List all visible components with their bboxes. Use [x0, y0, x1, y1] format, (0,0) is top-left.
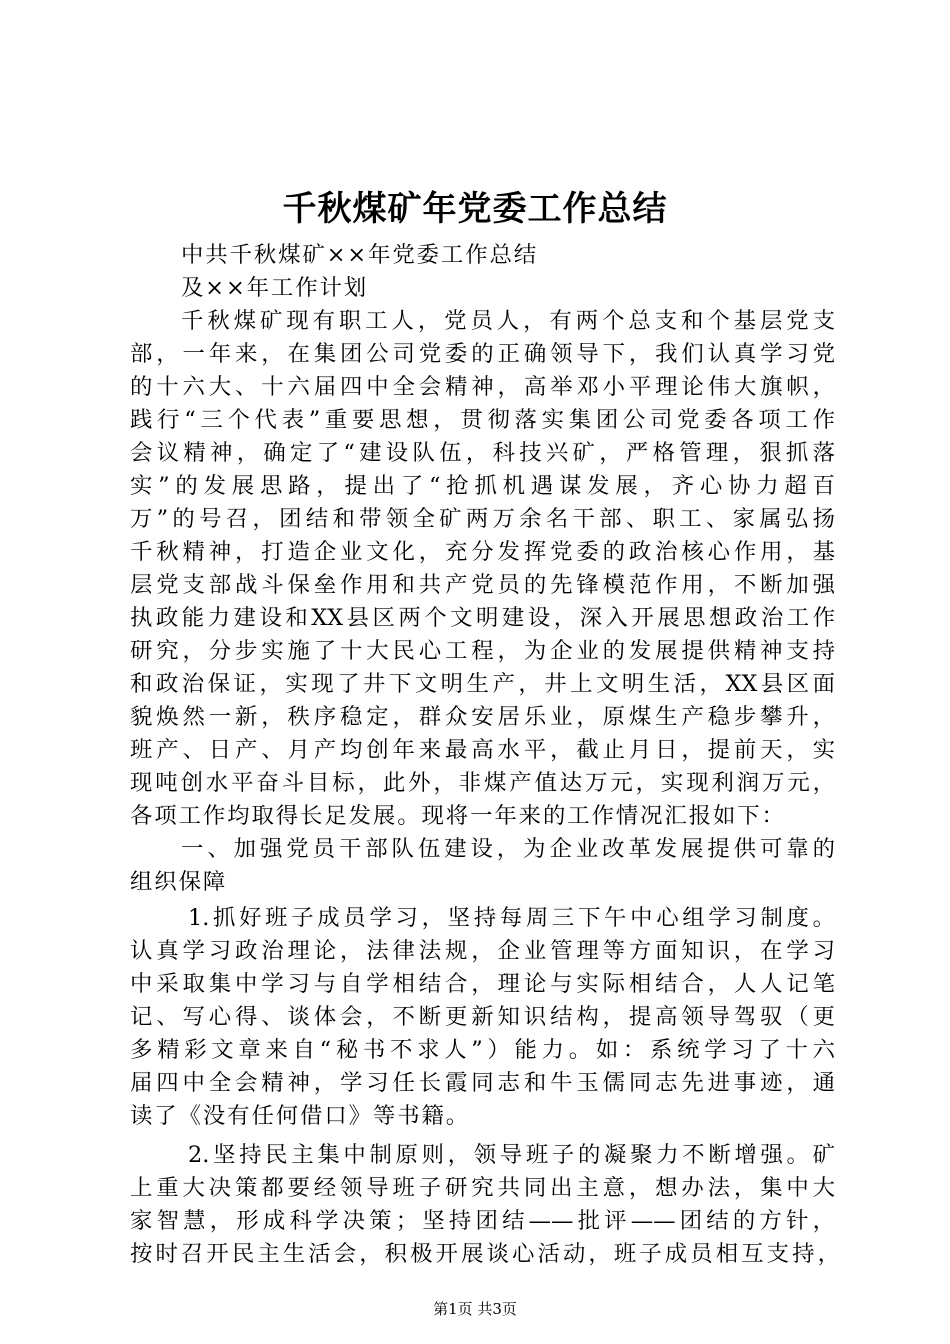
paragraph-line: 各项工作均取得长足发展。现将一年来的工作情况汇报如下： [130, 803, 786, 829]
paragraph-line: 班产、日产、月产均创年来最高水平，截止月日，提前天，实 [130, 737, 835, 763]
paragraph-line: 千秋精神，打造企业文化，充分发挥党委的政治核心作用，基 [130, 539, 835, 565]
paragraph-line: 执政能力建设和XX县区两个文明建设，深入开展思想政治工作 [130, 605, 835, 631]
paragraph-line: 貌焕然一新，秩序稳定，群众安居乐业，原煤生产稳步攀升， [130, 704, 835, 730]
paragraph-line: 研究，分步实施了十大民心工程，为企业的发展提供精神支持 [130, 638, 835, 664]
paragraph-line: 2.坚持民主集中制原则，领导班子的凝聚力不断增强。矿 [188, 1142, 835, 1168]
paragraph-line: 多精彩文章来自“秘书不求人”）能力。如：系统学习了十六 [130, 1037, 835, 1063]
paragraph-line: 按时召开民主生活会，积极开展谈心活动，班子成员相互支持， [130, 1241, 840, 1267]
paragraph-line: 万”的号召，团结和带领全矿两万余名干部、职工、家属弘扬 [130, 506, 835, 532]
paragraph-line: 千秋煤矿现有职工人，党员人，有两个总支和个基层党支 [181, 308, 835, 334]
paragraph-line: 届四中全会精神，学习任长霞同志和牛玉儒同志先进事迹，通 [130, 1070, 835, 1096]
paragraph-line: 会议精神，确定了“建设队伍，科技兴矿，严格管理，狠抓落 [130, 440, 835, 466]
paragraph-line: 读了《没有任何借口》等书籍。 [130, 1103, 471, 1129]
paragraph-line: 家智慧，形成科学决策；坚持团结——批评——团结的方针， [130, 1208, 835, 1234]
paragraph-line: 层党支部战斗保垒作用和共产党员的先锋模范作用，不断加强 [130, 572, 835, 598]
paragraph-line: 上重大决策都要经领导班子研究共同出主意，想办法，集中大 [130, 1175, 835, 1201]
paragraph-line: 1.抓好班子成员学习，坚持每周三下午中心组学习制度。 [188, 905, 835, 931]
paragraph-line: 现吨创水平奋斗目标，此外，非煤产值达万元，实现利润万元， [130, 770, 835, 796]
section-heading-line: 一、加强党员干部队伍建设，为企业改革发展提供可靠的 [181, 836, 835, 862]
section-heading-line: 组织保障 [130, 869, 228, 895]
paragraph-line: 实”的发展思路，提出了“抢抓机遇谋发展，齐心协力超百 [130, 473, 835, 499]
subtitle-line: 中共千秋煤矿××年党委工作总结 [181, 242, 539, 268]
paragraph-line: 中采取集中学习与自学相结合，理论与实际相结合，人人记笔 [130, 971, 835, 997]
paragraph-line: 践行“三个代表”重要思想，贯彻落实集团公司党委各项工作 [130, 407, 835, 433]
page-footer: 第1页 共3页 [433, 1300, 517, 1318]
paragraph-line: 认真学习政治理论，法律法规，企业管理等方面知识，在学习 [130, 938, 835, 964]
paragraph-line: 的十六大、十六届四中全会精神，高举邓小平理论伟大旗帜， [130, 374, 835, 400]
subtitle-line: 及××年工作计划 [181, 275, 369, 301]
paragraph-line: 记、写心得、谈体会，不断更新知识结构，提高领导驾驭（更 [130, 1004, 835, 1030]
paragraph-line: 和政治保证，实现了井下文明生产，井上文明生活，XX县区面 [130, 671, 835, 697]
document-title: 千秋煤矿年党委工作总结 [282, 189, 668, 229]
paragraph-line: 部，一年来，在集团公司党委的正确领导下，我们认真学习党 [130, 341, 835, 367]
